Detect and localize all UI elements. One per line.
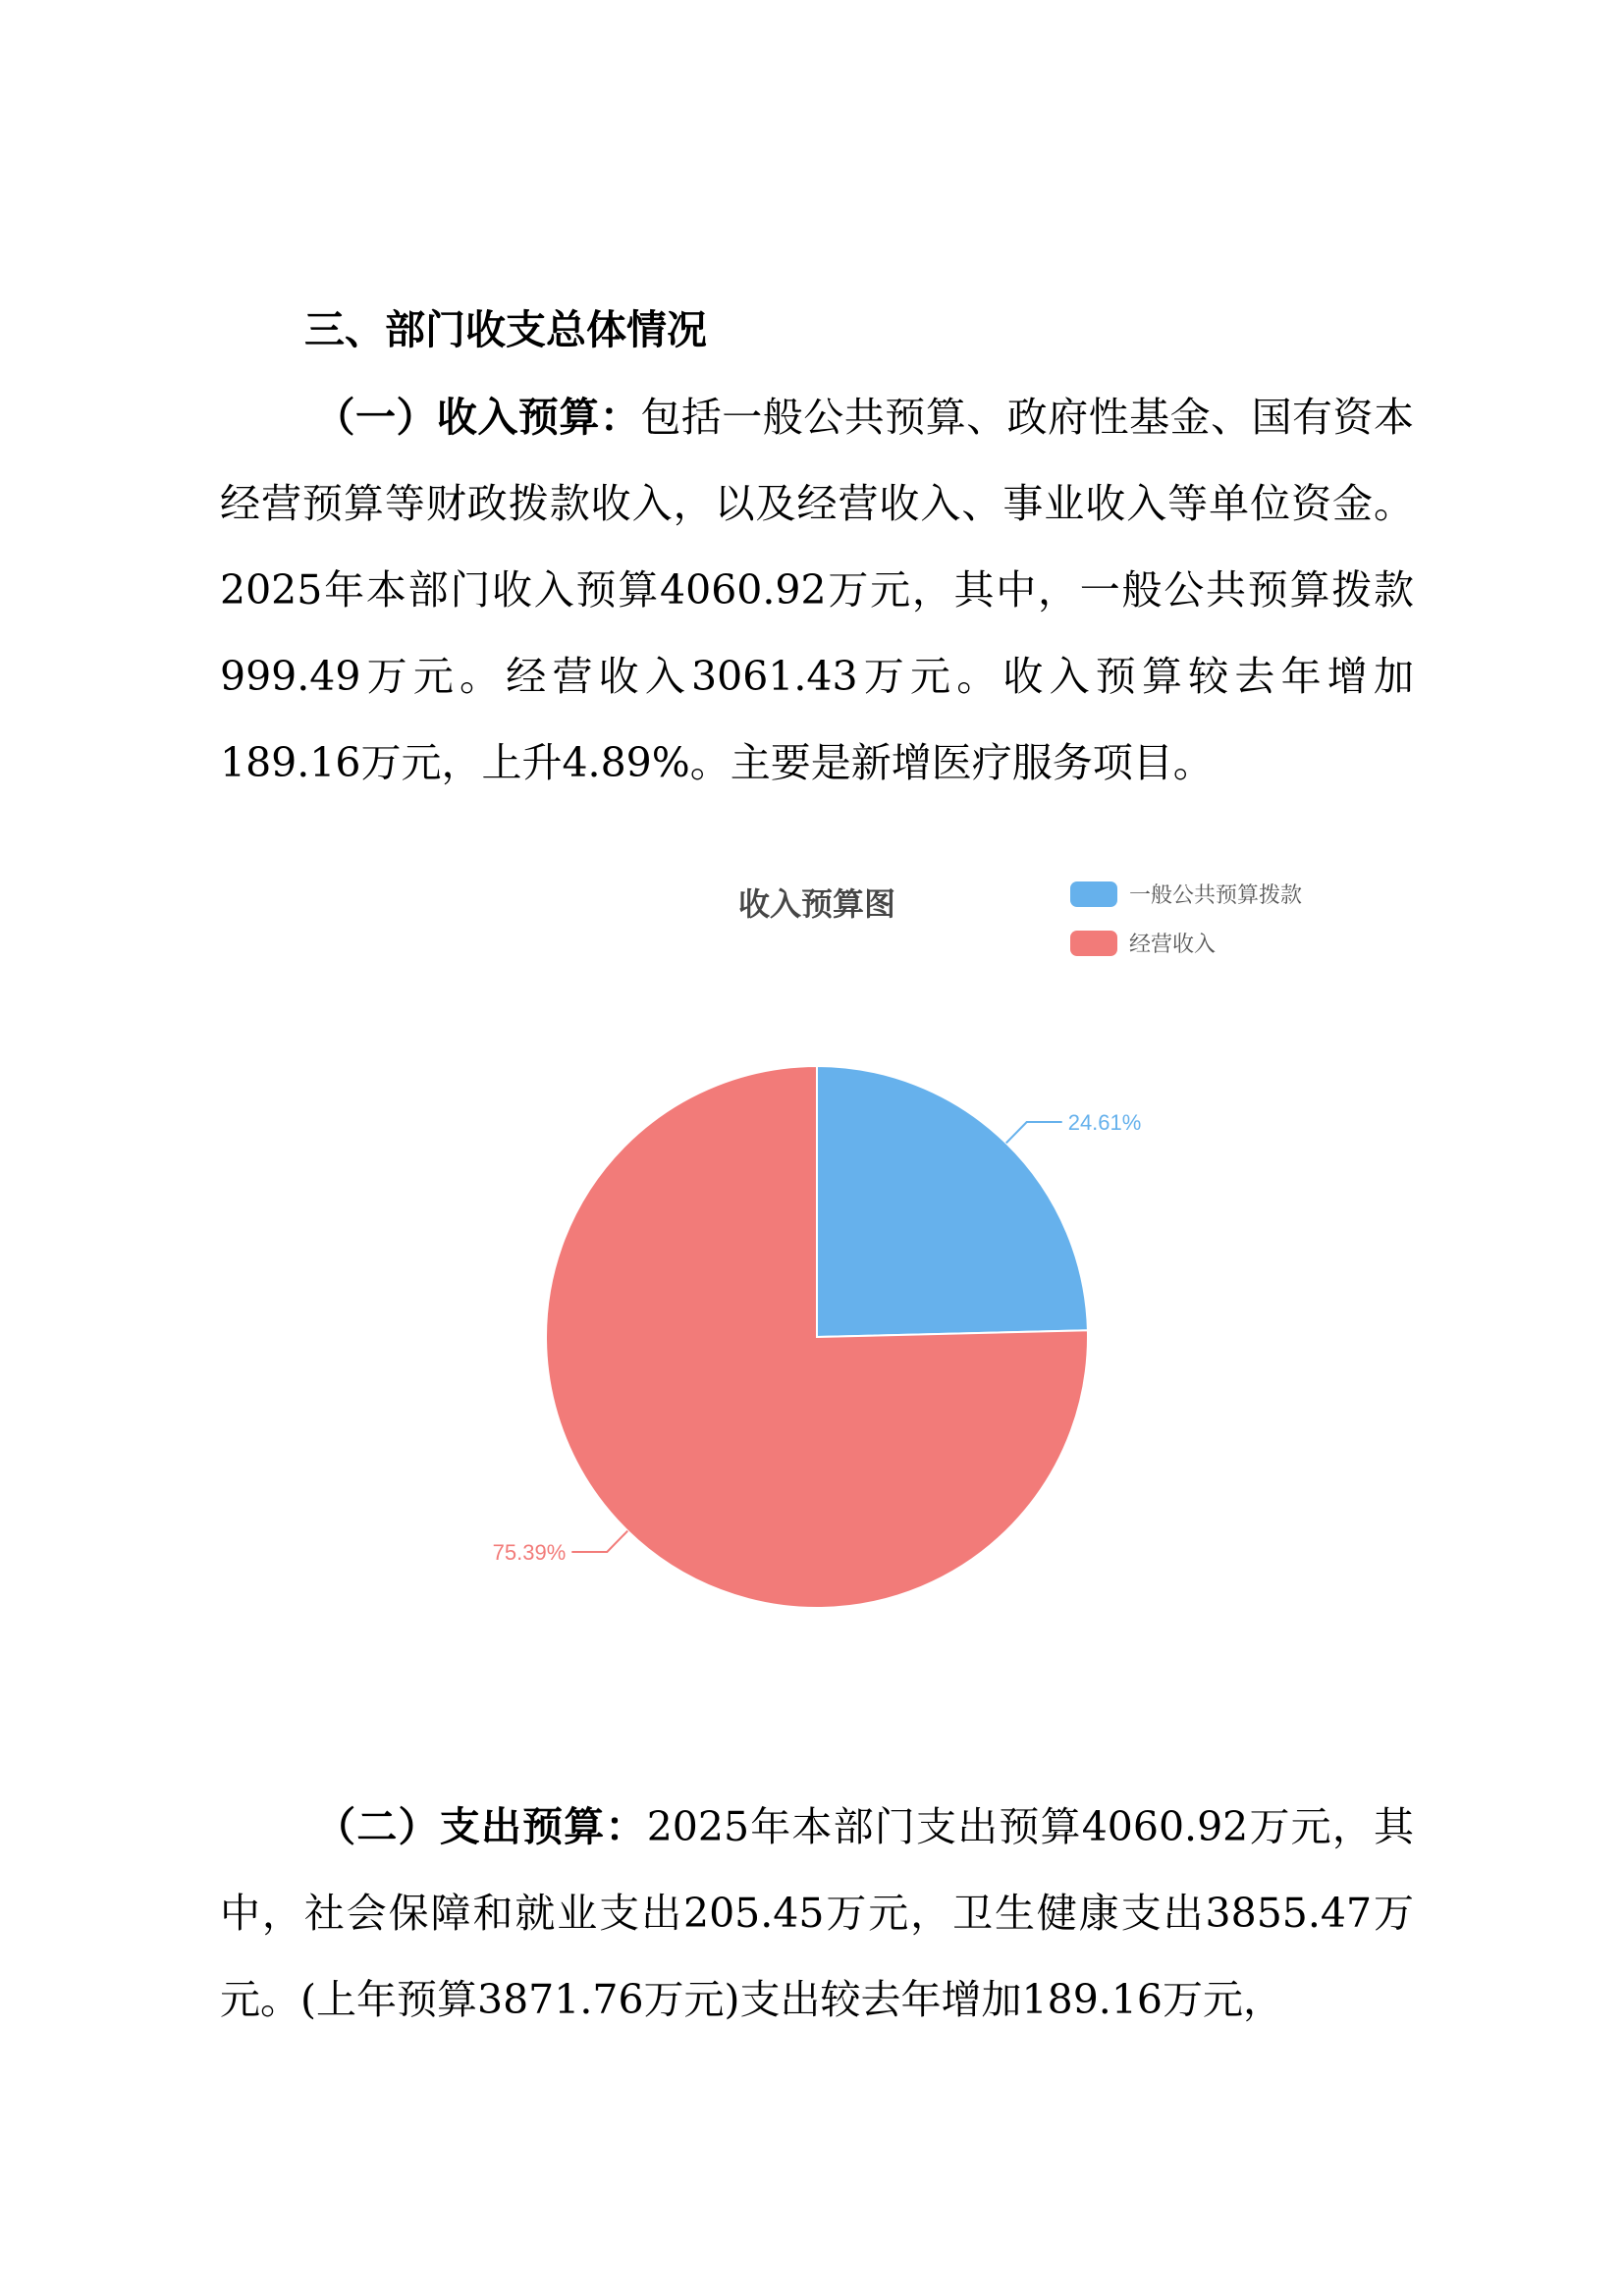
pie-leader-line-2 bbox=[571, 1531, 627, 1552]
legend-swatch-2 bbox=[1070, 931, 1117, 956]
income-pie-chart bbox=[0, 844, 1624, 1649]
expense-lead: （二）支出预算： bbox=[314, 1803, 647, 1850]
legend-label-2: 经营收入 bbox=[1129, 933, 1217, 957]
income-lead: （一）收入预算： bbox=[314, 394, 641, 441]
pie-data-label-2: 75.39% bbox=[492, 1540, 567, 1566]
pie-slices bbox=[546, 1066, 1088, 1608]
chart-legend bbox=[1070, 881, 1302, 957]
income-paragraph bbox=[220, 374, 1414, 806]
legend-swatch-1 bbox=[1070, 881, 1117, 907]
pie-chart-svg bbox=[0, 844, 1624, 1649]
pie-slice-1 bbox=[817, 1066, 1088, 1337]
chart-title: 收入预算图 bbox=[737, 885, 896, 923]
legend-label-1: 一般公共预算拨款 bbox=[1129, 883, 1303, 908]
income-body: 包括一般公共预算、政府性基金、国有资本经营预算等财政拨款收入，以及经营收入、事业收入等单位资金。2025年本部门收入预算4060.92万元，其中，一般公共预算拨款999.49万元。经营收入3061.43万元。收入预算较去年增加189.16万元，上升4.89%。主要是新增医疗服务项目。 bbox=[220, 394, 1415, 786]
expense-paragraph bbox=[220, 1784, 1414, 2043]
pie-leader-line-1 bbox=[1006, 1122, 1062, 1143]
expense-body: 2025年本部门支出预算4060.92万元，其中，社会保障和就业支出205.45万元，卫生健康支出3855.47万元。(上年预算3871.76万元)支出较去年增加189.16万元， bbox=[220, 1803, 1415, 2023]
pie-data-label-1: 24.61% bbox=[1067, 1109, 1142, 1135]
section-heading: 三、部门收支总体情况 bbox=[304, 306, 707, 353]
